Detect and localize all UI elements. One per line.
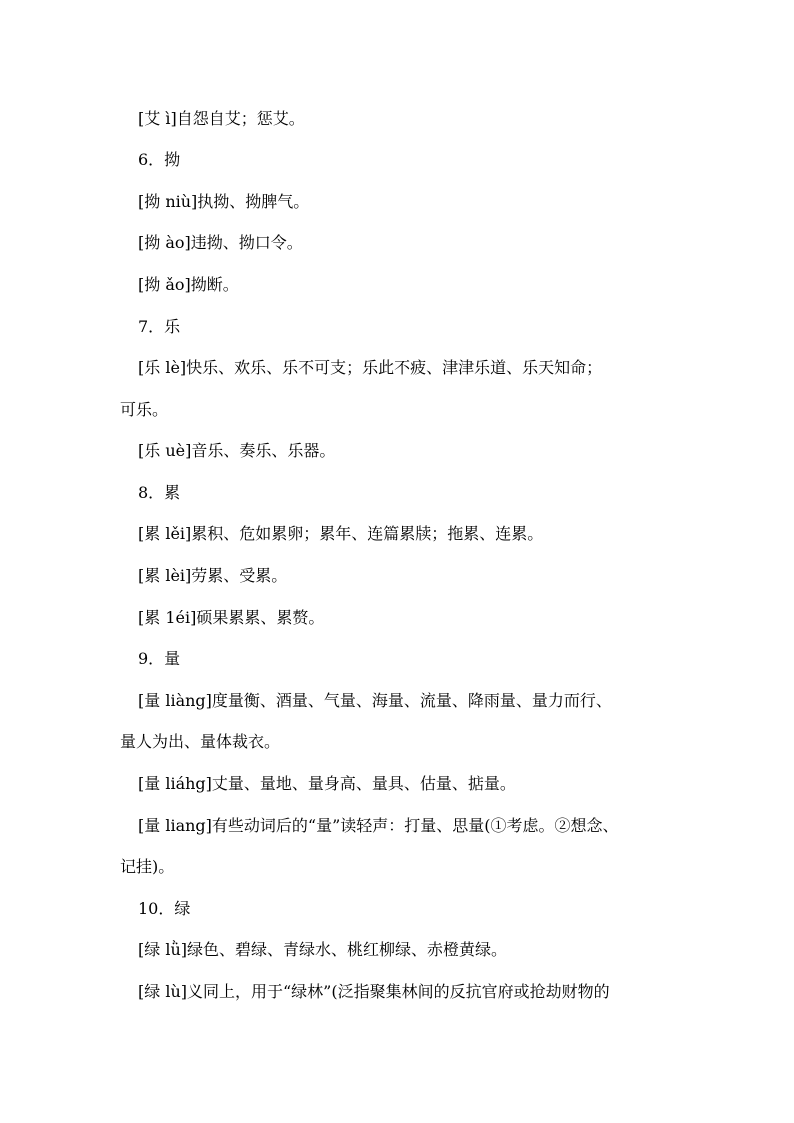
entry-lv-lv: [绿 lǜ]绿色、碧绿、青绿水、桃红柳绿、赤橙黄绿。 [138,940,507,959]
entry-liang-liang4: [量 liàng]度量衡、酒量、气量、海量、流量、降雨量、量力而行、 [138,691,612,710]
entry-ao-ao4: [拗 ào]违拗、拗口令。 [138,233,303,252]
heading-6-ao: 6．拗 [138,150,181,169]
entry-lv-lu: [绿 lù]义同上，用于“绿林”(泛指聚集林间的反抗官府或抢劫财物的 [138,982,610,1001]
heading-8-lei: 8．累 [138,483,181,502]
entry-liang-neutral-continued: 记挂)。 [120,857,175,876]
heading-9-liang: 9．量 [138,649,181,668]
entry-lei-lei3: [累 lěi]累积、危如累卵；累年、连篇累牍；拖累、连累。 [138,524,544,543]
heading-10-lv: 10．绿 [138,899,191,918]
entry-le-yue: [乐 uè]音乐、奏乐、乐器。 [138,441,336,460]
entry-liang-neutral: [量 liang]有些动词后的“量”读轻声：打量、思量(①考虑。②想念、 [138,816,619,835]
entry-ao-niu: [拗 niù]执拗、拗脾气。 [138,192,310,211]
entry-ai-yi: [艾 ì]自怨自艾；惩艾。 [138,109,305,128]
heading-7-le: 7．乐 [138,317,181,336]
entry-liang-liang4-continued: 量人为出、量体裁衣。 [120,732,281,751]
entry-ao-ao3: [拗 ǎo]拗断。 [138,275,239,294]
entry-le-le-continued: 可乐。 [120,400,169,419]
entry-le-le: [乐 lè]快乐、欢乐、乐不可支；乐此不疲、津津乐道、乐天知命； [138,358,603,377]
entry-lei-lei4: [累 lèi]劳累、受累。 [138,566,288,585]
entry-lei-lei2: [累 1éi]硕果累累、累赘。 [138,608,325,627]
entry-liang-liang2: [量 liáhg]丈量、量地、量身高、量具、估量、掂量。 [138,774,516,793]
